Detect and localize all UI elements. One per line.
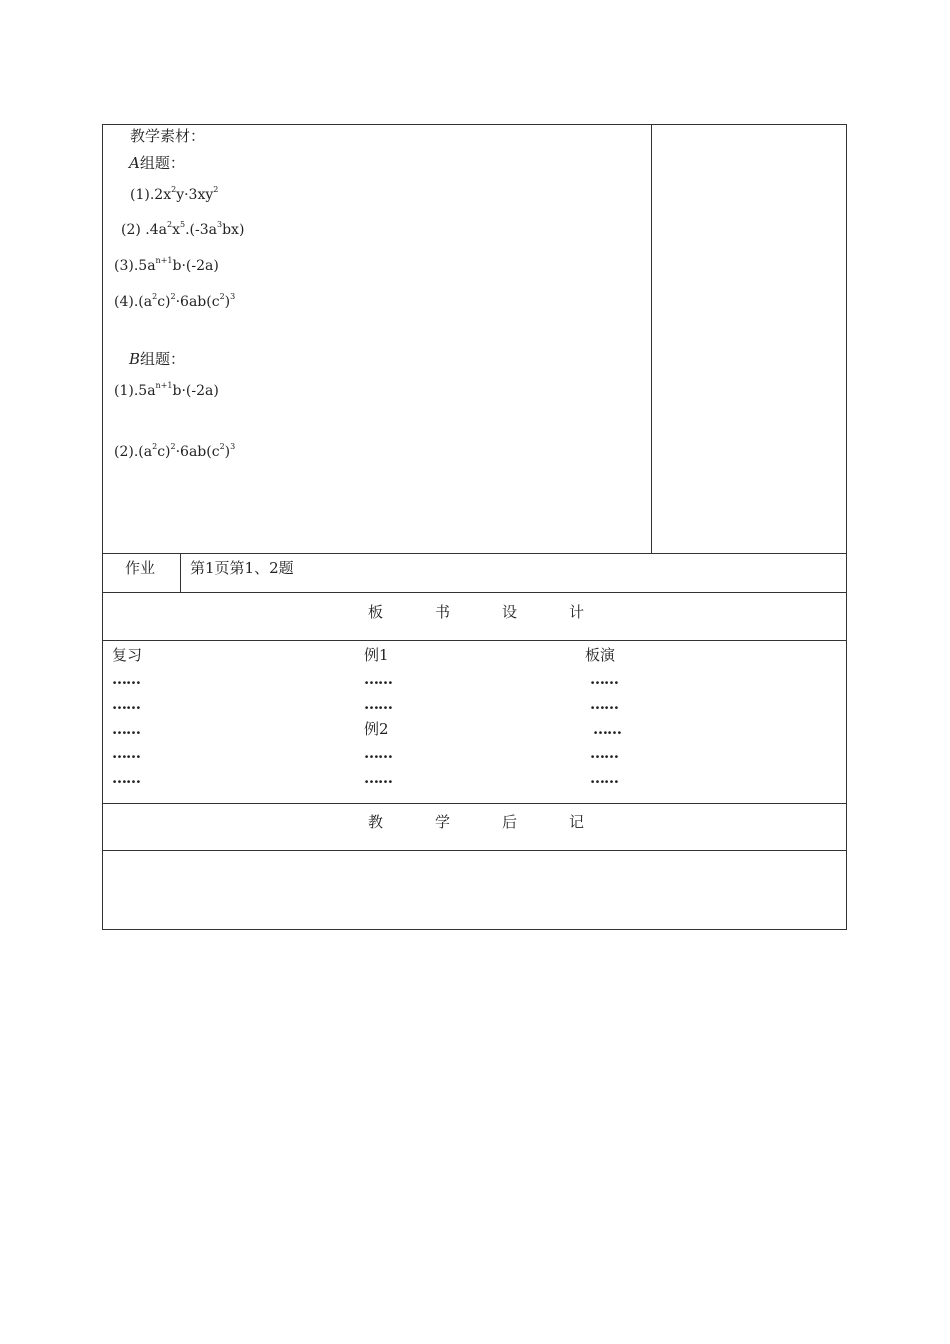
postscript-title-char-2: 学	[435, 813, 451, 831]
postscript-title-char-1: 教	[368, 813, 384, 831]
row-divider-homework	[103, 553, 846, 554]
group-b-suffix: 组题：	[140, 350, 186, 368]
postscript-title-char-3: 后	[502, 813, 518, 831]
group-a-label	[129, 154, 185, 172]
group-a-item-3	[114, 257, 219, 275]
row-divider-board-content	[103, 640, 846, 641]
board-col-3-line-2: ……	[590, 695, 618, 713]
exponent: 2	[170, 442, 176, 452]
homework-label-divider	[180, 553, 181, 592]
expr-part: c)	[157, 444, 171, 460]
postscript-content-area	[103, 851, 846, 929]
exponent: 2	[152, 292, 158, 302]
board-col-1-line-1: ……	[112, 670, 140, 688]
board-col-1-line-3: ……	[112, 720, 140, 738]
expr-part: )	[224, 294, 231, 310]
group-b-label	[129, 350, 185, 368]
expr-part: .(-3a	[185, 222, 217, 238]
board-col-2-line-5: ……	[364, 769, 392, 787]
homework-content: 第1页第1、2题	[190, 559, 294, 577]
board-col-2-header: 例1	[364, 646, 389, 664]
group-a-item-4	[114, 293, 235, 311]
exponent: 5	[180, 220, 186, 230]
materials-heading: 教学素材：	[130, 127, 206, 145]
expr-part: bx)	[222, 222, 245, 238]
expr-part: ·6ab(c	[175, 444, 220, 460]
exponent: 2	[152, 442, 158, 452]
group-a-letter: A	[129, 154, 140, 172]
exponent: 3	[230, 442, 236, 452]
row-divider-postscript-title	[103, 803, 846, 804]
expr-part: (2) .4a	[121, 222, 167, 238]
expr-part: (3).5a	[114, 258, 156, 274]
expr-part: c)	[157, 294, 171, 310]
expr-part: b·(-2a)	[172, 258, 219, 274]
board-col-1-line-4: ……	[112, 744, 140, 762]
expr-part: ·6ab(c	[175, 294, 220, 310]
group-a-item-1	[130, 186, 218, 204]
homework-label: 作业	[125, 559, 156, 577]
expr-part: b·(-2a)	[172, 383, 219, 399]
board-col-2-line-3: 例2	[364, 720, 389, 738]
expr-part: x	[172, 222, 180, 238]
exponent: 2	[219, 292, 225, 302]
exponent: 3	[230, 292, 236, 302]
materials-right-divider	[651, 125, 652, 553]
board-col-3-line-1: ……	[590, 670, 618, 688]
exponent: 2	[219, 442, 225, 452]
expr-part: (1).2x	[130, 187, 172, 203]
exponent: 2	[213, 185, 219, 195]
postscript-title-char-4: 记	[569, 813, 585, 831]
row-divider-board-title	[103, 592, 846, 593]
board-col-3-line-4: ……	[590, 744, 618, 762]
exponent: 2	[170, 292, 176, 302]
exponent: n+1	[155, 381, 173, 391]
group-a-suffix: 组题：	[139, 154, 185, 172]
board-col-1-header: 复习	[112, 646, 143, 664]
expr-part: (4).(a	[114, 294, 153, 310]
board-design-title-char-4: 计	[569, 603, 585, 621]
exponent: 2	[167, 220, 173, 230]
exponent: 2	[171, 185, 177, 195]
expr-part: y·3xy	[176, 187, 214, 203]
expr-part: (1).5a	[114, 383, 156, 399]
board-design-title-char-2: 书	[435, 603, 451, 621]
expr-part: )	[224, 444, 231, 460]
board-col-3-line-5: ……	[590, 769, 618, 787]
board-col-1-line-5: ……	[112, 769, 140, 787]
board-col-2-line-4: ……	[364, 744, 392, 762]
board-col-2-line-2: ……	[364, 695, 392, 713]
expr-part: (2).(a	[114, 444, 153, 460]
exponent: 3	[217, 220, 223, 230]
group-b-item-1	[114, 382, 219, 400]
lesson-plan-table	[102, 124, 847, 930]
group-b-letter: B	[129, 350, 141, 368]
board-col-3-line-3: ……	[593, 720, 621, 738]
board-col-2-line-1: ……	[364, 670, 392, 688]
board-design-title-char-1: 板	[368, 603, 384, 621]
board-design-title-char-3: 设	[502, 603, 518, 621]
group-b-item-2	[114, 443, 235, 461]
exponent: n+1	[155, 256, 173, 266]
group-a-item-2	[121, 221, 244, 239]
board-col-1-line-2: ……	[112, 695, 140, 713]
board-col-3-header: 板演	[585, 646, 616, 664]
